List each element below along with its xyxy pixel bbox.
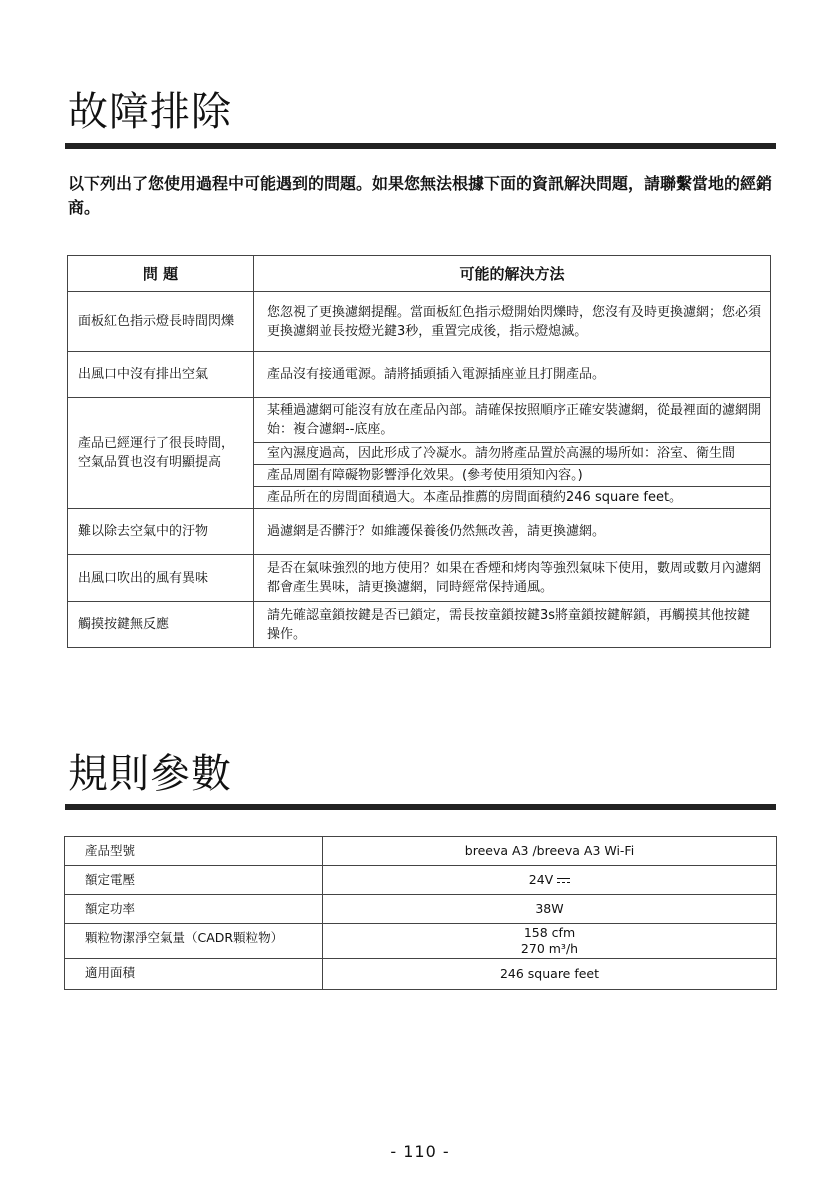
problem-cell: 難以除去空氣中的汙物 [68,509,254,555]
solution-cell: 產品沒有接通電源。請將插頭插入電源插座並且打開產品。 [254,352,771,398]
spec-value: 24V [528,872,554,887]
solution-cell: 室內濕度過高，因此形成了冷凝水。請勿將產品置於高濕的場所如：浴室、衛生間 [254,443,771,465]
table-row [68,292,771,352]
solution-cell: 某種過濾網可能沒有放在產品內部。請確保按照順序正確安裝濾網，從最裡面的濾網開始：複合濾網--底座。 [254,398,771,443]
spec-label: 額定電壓 [65,866,323,895]
table-row [68,352,771,398]
problem-header: 問 題 [68,256,254,292]
spec-label: 顆粒物潔淨空氣量（CADR顆粒物） [65,924,323,959]
troubleshooting-rule [65,143,776,149]
problem-cell: 面板紅色指示燈長時間閃爍 [68,292,254,352]
spec-row [65,959,777,990]
spec-row [65,866,777,895]
spec-label: 產品型號 [65,837,323,866]
solution-cell: 產品周圍有障礙物影響淨化效果。(參考使用須知內容。) [254,465,771,487]
spec-value: 158 cfm [523,925,576,940]
problem-cell: 出風口吹出的風有異味 [68,555,254,602]
spec-value: 38W [323,895,777,924]
specifications-title: 規則參數 [68,751,232,797]
spec-row [65,837,777,866]
specifications-rule [65,804,776,810]
table-row [68,398,771,443]
table-row [68,509,771,555]
table-row [68,602,771,648]
spec-label: 額定功率 [65,895,323,924]
solution-cell: 請先確認童鎖按鍵是否已鎖定，需長按童鎖按鍵3s將童鎖按鍵解鎖，再觸摸其他按鍵操作。 [254,602,771,648]
table-header-row [68,256,771,292]
specifications-table [64,836,777,990]
problem-cell: 觸摸按鍵無反應 [68,602,254,648]
solution-cell: 您忽視了更換濾網提醒。當面板紅色指示燈開始閃爍時，您沒有及時更換濾網；您必須更換濾網並長按燈光鍵3秒，重置完成後，指示燈熄滅。 [254,292,771,352]
solution-header: 可能的解決方法 [254,256,771,292]
spec-value-cell [323,924,777,959]
troubleshooting-table [67,255,771,648]
table-row [68,555,771,602]
spec-row [65,895,777,924]
spec-value: 246 square feet [323,959,777,990]
dc-current-icon [557,878,570,884]
spec-label: 適用面積 [65,959,323,990]
solution-cell: 過濾網是否髒汙？如維護保養後仍然無改善，請更換濾網。 [254,509,771,555]
troubleshooting-title: 故障排除 [68,89,232,135]
spec-row [65,924,777,959]
problem-cell: 出風口中沒有排出空氣 [68,352,254,398]
spec-value-secondary: 270 m³/h [520,941,579,956]
spec-value-cell [323,866,777,895]
page-number: - 110 - [390,1142,450,1161]
solution-cell: 是否在氣味強烈的地方使用？如果在香煙和烤肉等強烈氣味下使用，數周或數月內濾網都會產生異味，請更換濾網，同時經常保持通風。 [254,555,771,602]
troubleshooting-intro: 以下列出了您使用過程中可能遇到的問題。如果您無法根據下面的資訊解決問題，請聯繫當地的經銷商。 [68,174,773,217]
solution-cell: 產品所在的房間面積過大。本產品推薦的房間面積約246 square feet。 [254,487,771,509]
spec-value: breeva A3 /breeva A3 Wi-Fi [323,837,777,866]
problem-cell: 產品已經運行了很長時間，空氣品質也沒有明顯提高 [68,398,254,509]
